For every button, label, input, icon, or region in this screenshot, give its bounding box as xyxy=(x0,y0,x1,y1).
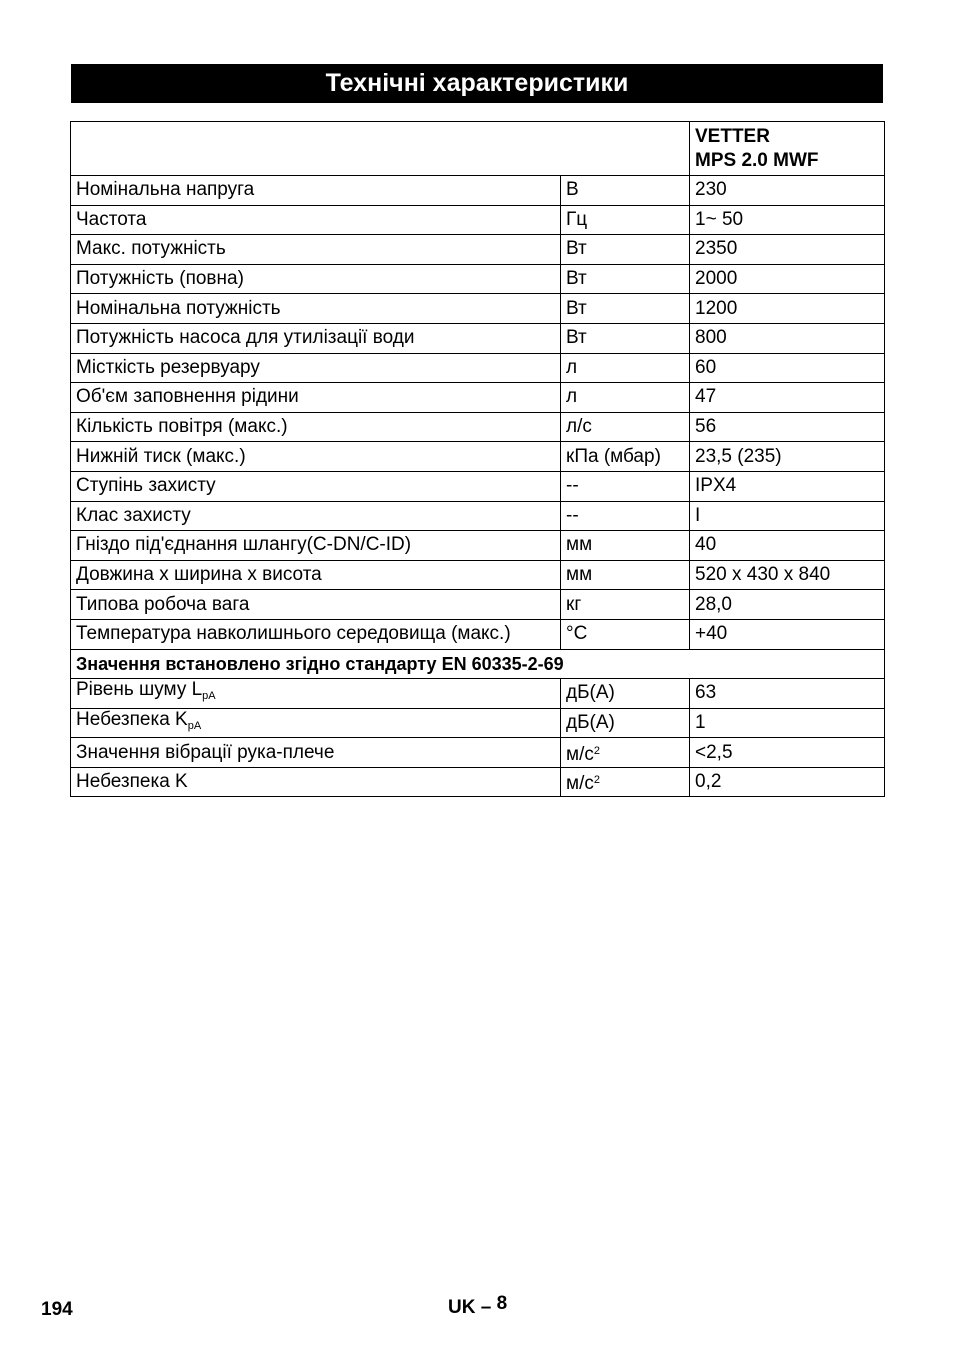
table-row xyxy=(71,176,885,206)
unit-cell: Вт xyxy=(561,264,690,294)
value-cell: 23,5 (235) xyxy=(690,442,885,472)
param-cell: Довжина x ширина x висота xyxy=(71,560,561,590)
unit-cell: кг xyxy=(561,590,690,620)
param-cell: Нижній тиск (макс.) xyxy=(71,442,561,472)
table-row xyxy=(71,738,885,768)
value-cell: 1 xyxy=(690,708,885,738)
param-cell: Потужність насоса для утилізації води xyxy=(71,323,561,353)
value-cell: 0,2 xyxy=(690,767,885,797)
param-cell: Місткість резервуару xyxy=(71,353,561,383)
table-row xyxy=(71,235,885,265)
unit-cell: -- xyxy=(561,501,690,531)
unit-cell: дБ(A) xyxy=(561,708,690,738)
unit-cell xyxy=(561,738,690,768)
param-cell xyxy=(71,679,561,709)
table-row xyxy=(71,383,885,413)
param-cell: Кількість повітря (макс.) xyxy=(71,412,561,442)
value-cell: 230 xyxy=(690,176,885,206)
unit-cell: В xyxy=(561,176,690,206)
param-cell: Частота xyxy=(71,205,561,235)
param-cell: Типова робоча вага xyxy=(71,590,561,620)
param-cell: Макс. потужність xyxy=(71,235,561,265)
value-cell: IPX4 xyxy=(690,471,885,501)
value-cell: 56 xyxy=(690,412,885,442)
param-text: Небезпека K xyxy=(76,708,188,730)
unit-cell: Гц xyxy=(561,205,690,235)
value-cell: 47 xyxy=(690,383,885,413)
unit-cell: л xyxy=(561,353,690,383)
value-cell: <2,5 xyxy=(690,738,885,768)
value-cell: 63 xyxy=(690,679,885,709)
unit-cell: °C xyxy=(561,619,690,649)
unit-cell: кПа (мбар) xyxy=(561,442,690,472)
unit-cell: дБ(A) xyxy=(561,679,690,709)
unit-text: м/с xyxy=(566,743,594,765)
unit-superscript: 2 xyxy=(593,744,600,757)
value-cell: +40 xyxy=(690,619,885,649)
param-cell: Потужність (повна) xyxy=(71,264,561,294)
table-row xyxy=(71,708,885,738)
table-row xyxy=(71,531,885,561)
table-row xyxy=(71,590,885,620)
page-number: 194 xyxy=(41,1299,73,1320)
unit-cell: л/с xyxy=(561,412,690,442)
section-page-number: 8 xyxy=(496,1293,508,1314)
table-row xyxy=(71,412,885,442)
unit-text: м/с xyxy=(566,773,594,795)
page-title: Технічні характеристики xyxy=(71,64,883,103)
table-row xyxy=(71,619,885,649)
param-text: Рівень шуму L xyxy=(76,679,203,701)
param-subscript: pA xyxy=(202,690,216,703)
language-code: UK – xyxy=(448,1297,492,1318)
header-blank-cell xyxy=(71,122,690,176)
table-row xyxy=(71,679,885,709)
param-subscript: pA xyxy=(187,719,202,732)
table-row xyxy=(71,501,885,531)
table-row xyxy=(71,767,885,797)
table-row xyxy=(71,264,885,294)
param-cell: Гніздо під'єднання шлангу(C-DN/C-ID) xyxy=(71,531,561,561)
spec-table xyxy=(70,121,885,797)
table-row xyxy=(71,471,885,501)
unit-cell: мм xyxy=(561,531,690,561)
value-cell: 40 xyxy=(690,531,885,561)
unit-cell: -- xyxy=(561,471,690,501)
table-row xyxy=(71,205,885,235)
param-cell: Температура навколишнього середовища (макс.) xyxy=(71,619,561,649)
param-cell: Клас захисту xyxy=(71,501,561,531)
table-header-row xyxy=(71,122,885,176)
section-row xyxy=(71,649,885,679)
table-row xyxy=(71,442,885,472)
value-cell: 60 xyxy=(690,353,885,383)
language-footer xyxy=(448,1293,508,1319)
value-cell: 2350 xyxy=(690,235,885,265)
model-cell xyxy=(690,122,885,176)
param-cell: Небезпека K xyxy=(71,767,561,797)
value-cell: 2000 xyxy=(690,264,885,294)
param-cell xyxy=(71,708,561,738)
value-cell: 28,0 xyxy=(690,590,885,620)
value-cell: I xyxy=(690,501,885,531)
table-row xyxy=(71,353,885,383)
value-cell: 1~ 50 xyxy=(690,205,885,235)
param-cell: Номінальна потужність xyxy=(71,294,561,324)
unit-cell: мм xyxy=(561,560,690,590)
param-cell: Значення вібрації рука-плече xyxy=(71,738,561,768)
unit-superscript: 2 xyxy=(593,774,600,787)
section-title: Значення встановлено згідно стандарту EN 60335-2-69 xyxy=(71,649,885,679)
param-cell: Ступінь захисту xyxy=(71,471,561,501)
unit-cell: Вт xyxy=(561,323,690,353)
value-cell: 800 xyxy=(690,323,885,353)
table-row xyxy=(71,294,885,324)
value-cell: 1200 xyxy=(690,294,885,324)
unit-cell: л xyxy=(561,383,690,413)
value-cell: 520 x 430 x 840 xyxy=(690,560,885,590)
table-row xyxy=(71,560,885,590)
unit-cell: Вт xyxy=(561,294,690,324)
model-brand: VETTER xyxy=(695,125,770,147)
model-name: MPS 2.0 MWF xyxy=(695,149,819,171)
param-cell: Об'єм заповнення рідини xyxy=(71,383,561,413)
table-row xyxy=(71,323,885,353)
unit-cell xyxy=(561,767,690,797)
unit-cell: Вт xyxy=(561,235,690,265)
param-cell: Номінальна напруга xyxy=(71,176,561,206)
